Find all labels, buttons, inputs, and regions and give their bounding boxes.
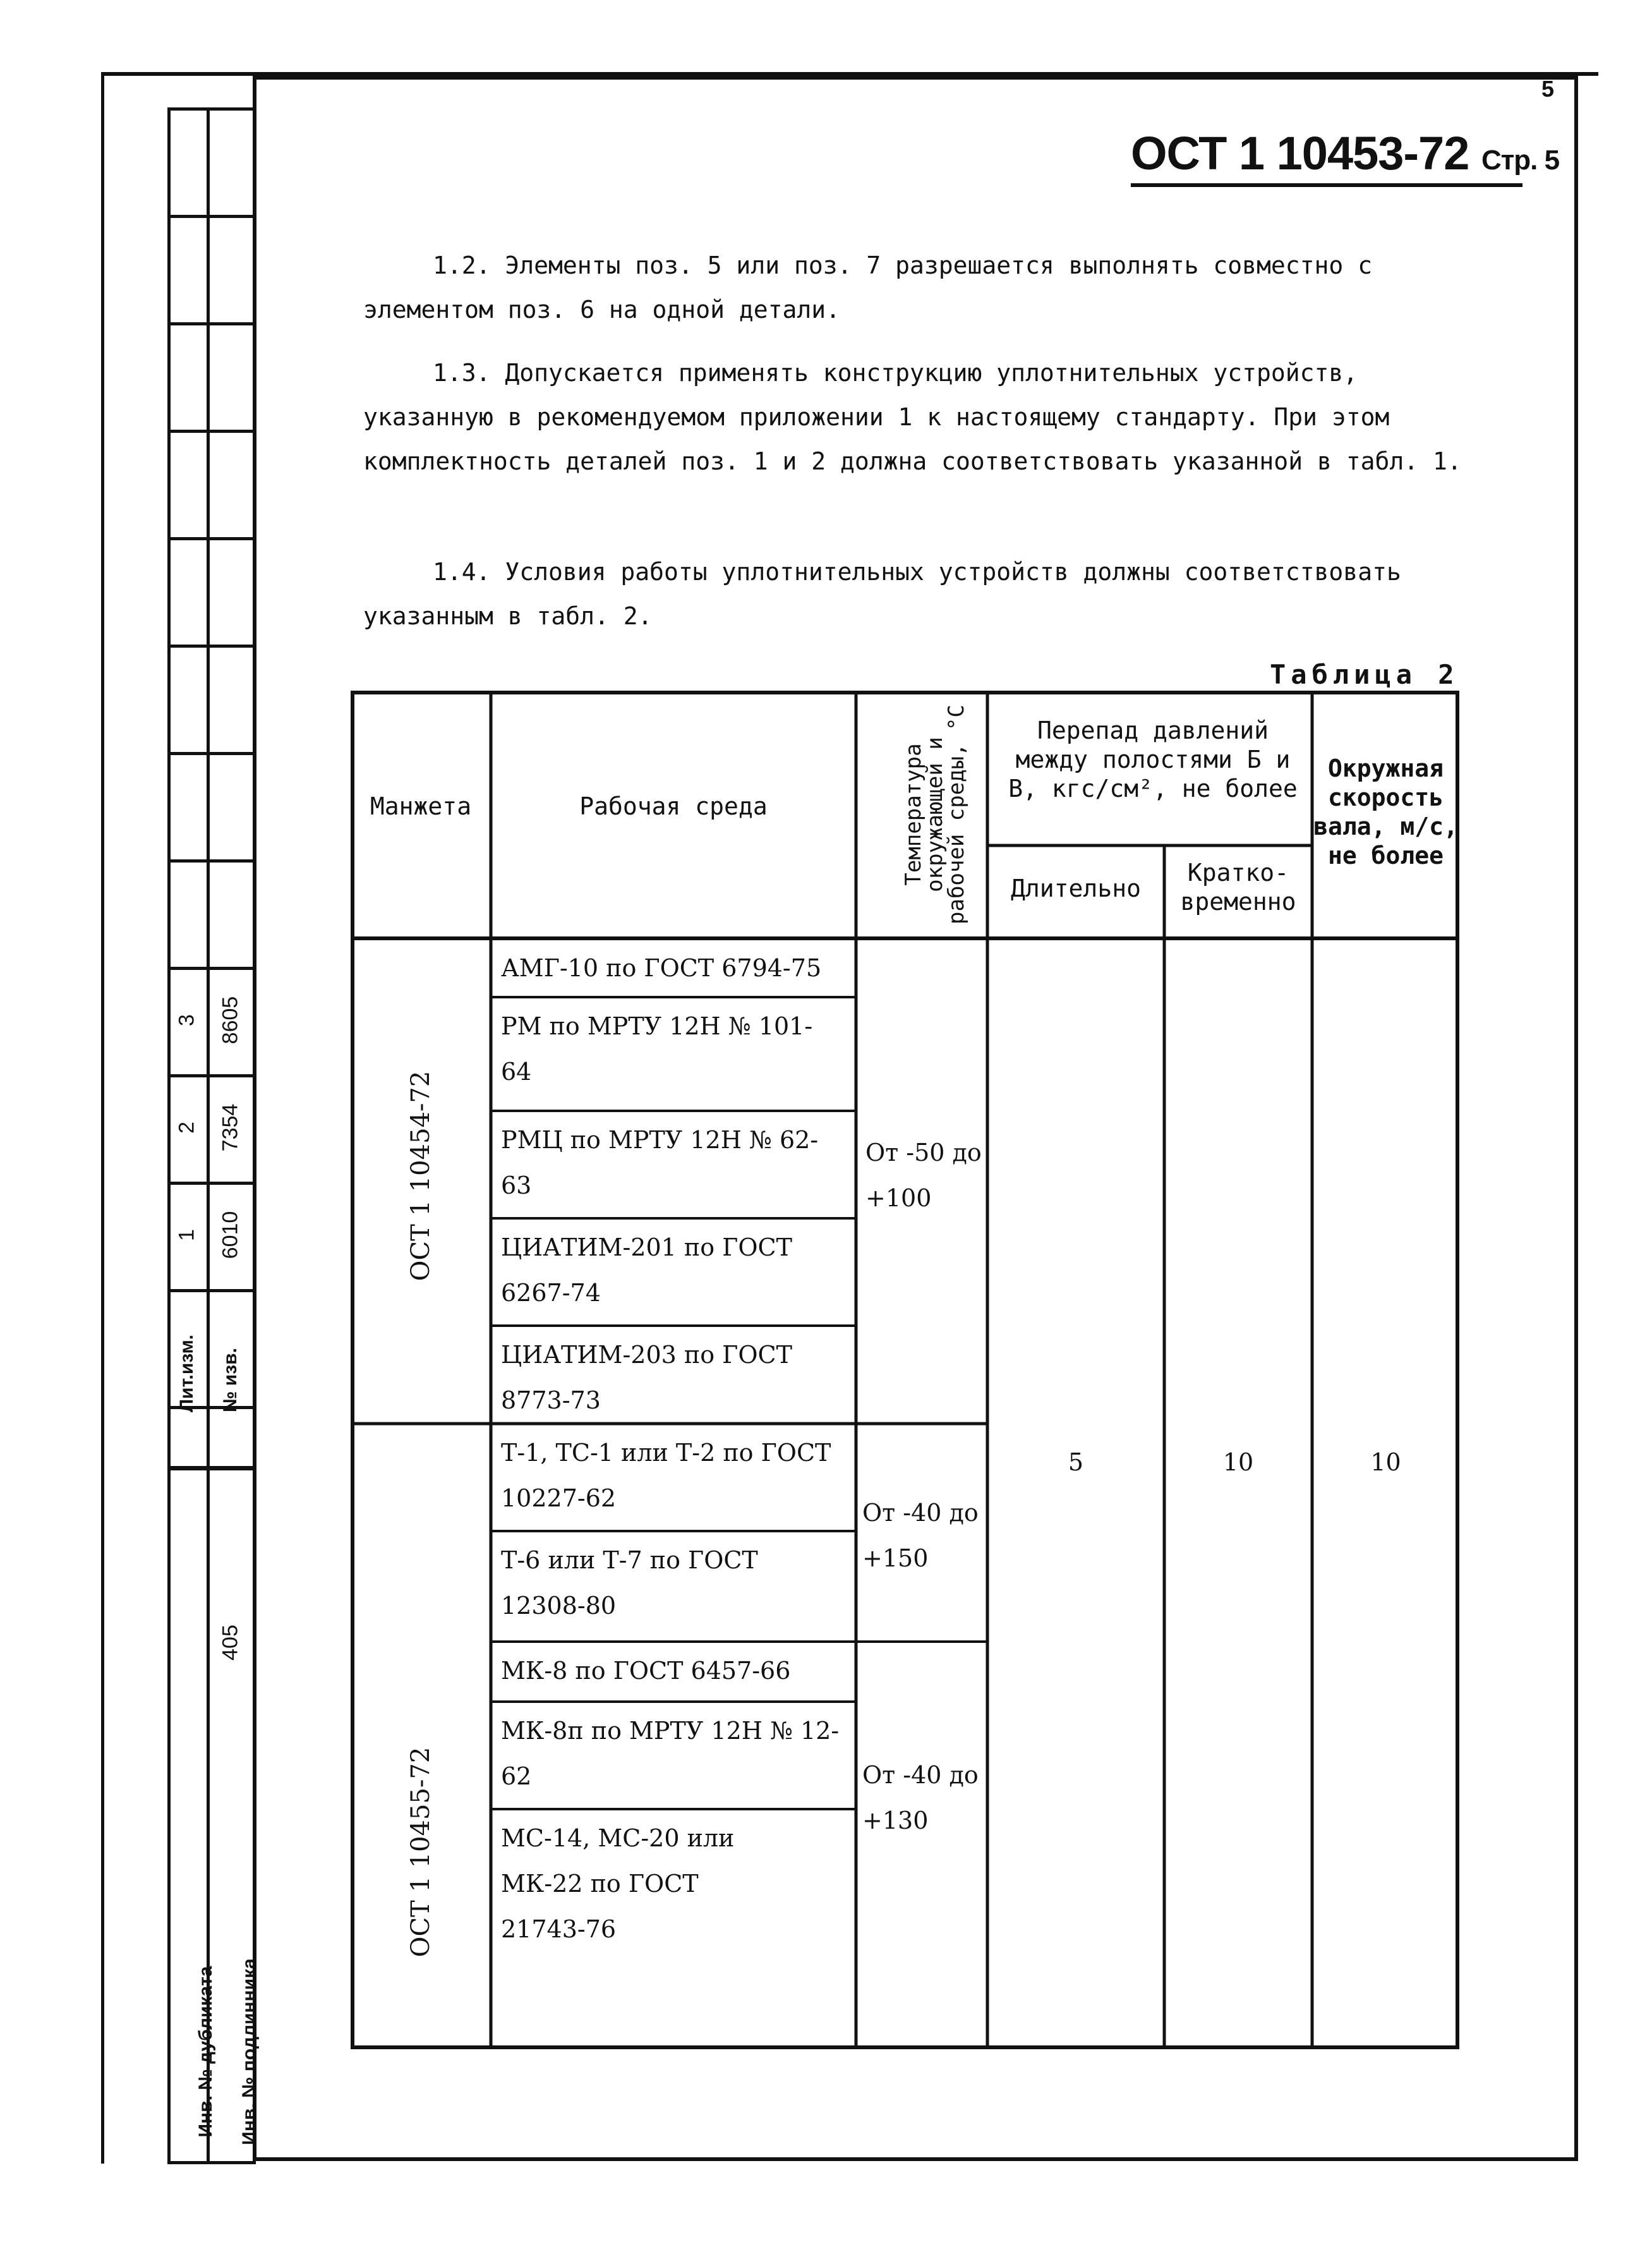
- medium-cell: РМ по МРТУ 12Н № 101-64: [501, 1012, 813, 1086]
- header-short: Кратко-временно: [1180, 859, 1296, 916]
- header-cuff: Манжета: [370, 792, 472, 820]
- margin-strip-rule: [167, 1182, 256, 1185]
- header-speed: Окружная скорость вала, м/с, не более: [1313, 754, 1458, 869]
- conditions-table: [351, 691, 1459, 2049]
- margin-strip-rule: [167, 322, 256, 325]
- table-caption: Таблица 2: [1270, 659, 1459, 690]
- original-inv-label: Инв. № подлинника: [239, 1958, 260, 2145]
- medium-cell: ЦИАТИМ-203 по ГОСТ 8773-73: [501, 1341, 792, 1414]
- temperature-cell: От -50 до +100: [865, 1139, 982, 1212]
- rev-num-2: 2: [174, 1122, 199, 1134]
- medium-cell: Т-6 или Т-7 по ГОСТ 12308-80: [501, 1546, 758, 1620]
- paragraph-1-3: 1.3. Допускается применять конструкцию уплотнительных устройств, указанную в рекомендуемом приложении 1 к настоящему стандарту. При этом комплектность деталей поз. 1 и 2 должна соответствовать указанной в табл. 1.: [363, 359, 1462, 475]
- cuff-group-1: ОСТ 1 10454-72: [406, 1070, 435, 1281]
- margin-strip-rule: [167, 859, 256, 863]
- medium-cell: МС-14, МС-20 или МК-22 по ГОСТ 21743-76: [501, 1824, 735, 1943]
- rev-num-1: 1: [174, 1229, 199, 1241]
- original-inv-value: 405: [218, 1625, 243, 1661]
- medium-cell: МК-8 по ГОСТ 6457-66: [501, 1657, 791, 1685]
- rev-num-3: 3: [174, 1014, 199, 1026]
- value-speed: 10: [1370, 1448, 1401, 1476]
- medium-cell: РМЦ по МРТУ 12Н № 62-63: [501, 1126, 819, 1199]
- paragraph-1-2: 1.2. Элементы поз. 5 или поз. 7 разрешается выполнять совместно с элементом поз. 6 на одной детали.: [363, 251, 1373, 324]
- rev-label: Лит.изм.: [176, 1334, 197, 1412]
- margin-strip-rule: [167, 430, 256, 433]
- margin-strip-rule: [167, 645, 256, 648]
- header-temperature: Температура окружающей и рабочей среды, °С: [901, 705, 969, 924]
- document-code-text: ОСТ 1 10453-72: [1131, 127, 1469, 179]
- value-long: 5: [1068, 1448, 1084, 1476]
- sheet-number: 5: [1541, 76, 1555, 102]
- header-medium: Рабочая среда: [579, 792, 768, 820]
- rev-doc-2: 7354: [218, 1103, 243, 1152]
- header-long: Длительно: [1011, 875, 1141, 902]
- document-code: [1131, 126, 1559, 180]
- medium-cell: Т-1, ТС-1 или Т-2 по ГОСТ 10227-62: [501, 1439, 831, 1512]
- margin-strip-rule: [167, 215, 256, 218]
- doc-number-label: № изв.: [220, 1348, 241, 1412]
- margin-strip-rule: [167, 1466, 256, 1470]
- value-short: 10: [1222, 1448, 1254, 1476]
- header-pressure: Перепад давлений между полостями Б и В, кгс/см², не более: [1008, 717, 1298, 802]
- duplicate-inv-label: Инв. № дубликата: [195, 1966, 216, 2138]
- margin-strip-divider: [207, 107, 210, 2164]
- medium-cell: МК-8п по МРТУ 12Н № 12-62: [501, 1717, 840, 1790]
- page-label: Стр. 5: [1481, 145, 1560, 176]
- margin-strip-rule: [167, 752, 256, 755]
- margin-strip-rule: [167, 537, 256, 540]
- margin-strip-rule: [167, 967, 256, 970]
- medium-cell: АМГ-10 по ГОСТ 6794-75: [501, 954, 822, 982]
- title-underline: [1131, 183, 1522, 187]
- margin-strip-rule: [167, 1289, 256, 1292]
- paragraph-1-4: 1.4. Условия работы уплотнительных устройств должны соответствовать указанным в табл. 2.: [363, 558, 1401, 630]
- rev-doc-3: 8605: [218, 996, 243, 1045]
- page-left-line: [101, 72, 104, 2164]
- temperature-cell: От -40 до +150: [862, 1499, 979, 1572]
- cuff-group-2: ОСТ 1 10455-72: [406, 1747, 435, 1958]
- medium-cell: ЦИАТИМ-201 по ГОСТ 6267-74: [501, 1233, 792, 1307]
- rev-doc-1: 6010: [218, 1211, 243, 1259]
- temperature-cell: От -40 до +130: [862, 1761, 979, 1834]
- margin-strip-rule: [167, 1074, 256, 1077]
